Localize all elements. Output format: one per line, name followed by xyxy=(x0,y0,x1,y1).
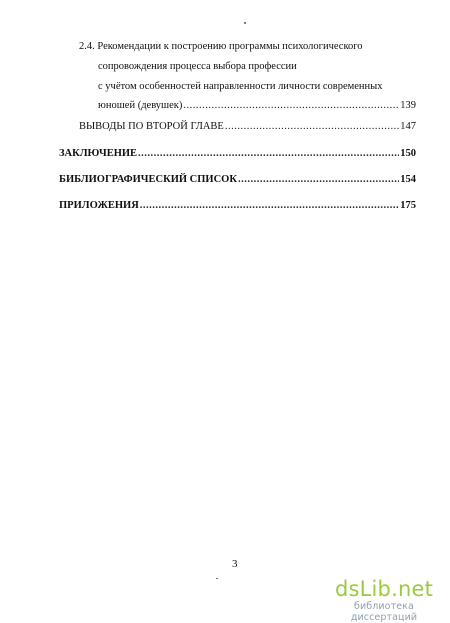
toc-entry-2-4-line-2: сопровождения процесса выбора профессии xyxy=(98,61,297,72)
toc-entry-conclusion[interactable] xyxy=(59,147,416,160)
toc-entry-label: юношей (девушек) xyxy=(98,100,183,111)
dslib-watermark[interactable] xyxy=(326,578,442,623)
scan-speck xyxy=(244,22,246,24)
toc-entry-label: ПРИЛОЖЕНИЯ xyxy=(59,200,139,211)
toc-entry-label: ЗАКЛЮЧЕНИЕ xyxy=(59,148,138,159)
dot-leader xyxy=(140,199,399,212)
logo-part-net: .net xyxy=(391,577,434,601)
toc-entry-conclusions-chapter-2[interactable] xyxy=(79,120,416,133)
toc-entry-2-4-line-1: 2.4. Рекомендации к построению программы психологического xyxy=(79,41,363,52)
dot-leader xyxy=(183,99,399,112)
toc-entry-label: ВЫВОДЫ ПО ВТОРОЙ ГЛАВЕ xyxy=(79,121,224,132)
toc-page-number: 154 xyxy=(400,174,416,185)
toc-page-number: 150 xyxy=(400,148,416,159)
dot-leader xyxy=(138,147,399,160)
toc-entry-bibliography[interactable] xyxy=(59,173,416,186)
dot-leader xyxy=(238,173,399,186)
logo-part-ds: ds xyxy=(334,577,360,601)
scan-speck xyxy=(216,578,218,579)
dot-leader xyxy=(225,120,399,133)
toc-entry-label: БИБЛИОГРАФИЧЕСКИЙ СПИСОК xyxy=(59,174,237,185)
page-number: 3 xyxy=(232,558,238,570)
toc-entry-2-4-last-line[interactable] xyxy=(98,99,416,112)
dslib-logo xyxy=(326,578,442,600)
toc-entry-appendices[interactable] xyxy=(59,199,416,212)
toc-page-number: 175 xyxy=(400,200,416,211)
toc-entry-2-4-line-3: с учётом особенностей направленности личности современных xyxy=(98,81,383,92)
toc-page-number: 139 xyxy=(400,100,416,111)
watermark-tagline: библиотека диссертаций xyxy=(350,601,418,623)
logo-part-lib: Lib xyxy=(359,577,392,601)
toc-page-number: 147 xyxy=(400,121,416,132)
